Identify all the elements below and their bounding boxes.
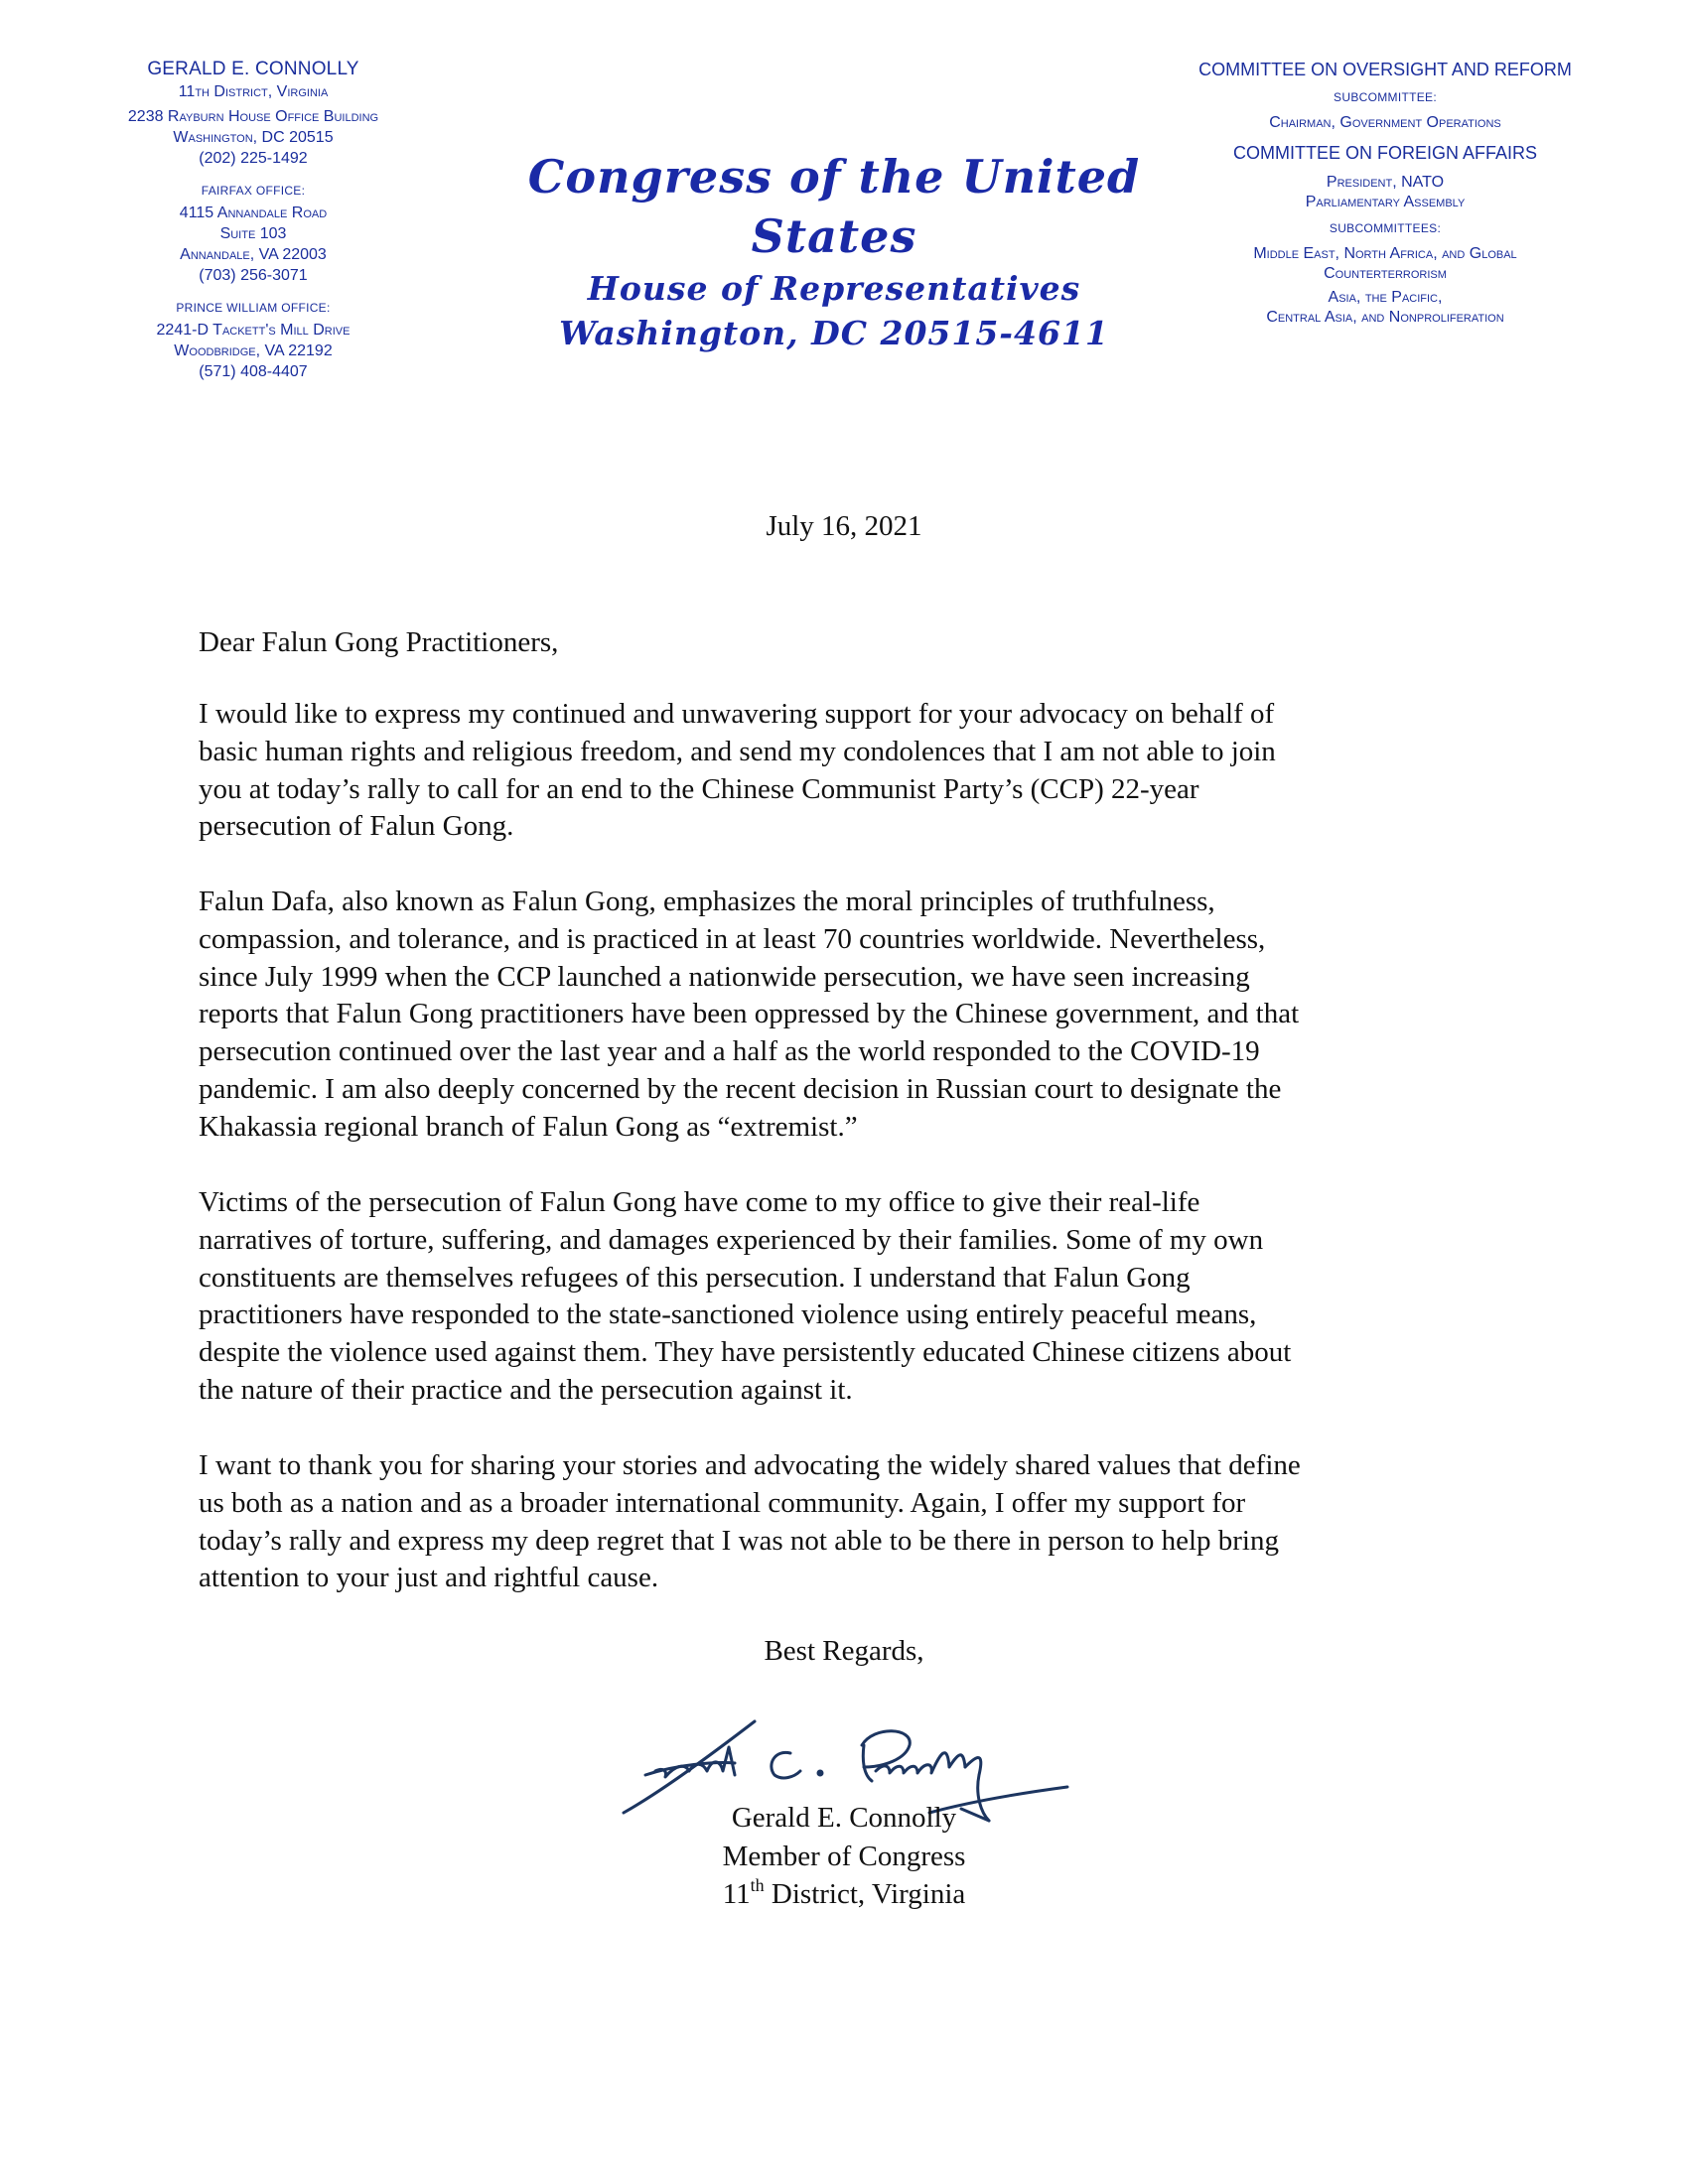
- signer-block: [0, 1799, 1688, 1914]
- paragraph-line: reports that Falun Gong practitioners have been oppressed by the Chinese government, and that: [199, 998, 1300, 1030]
- signer-district: [0, 1875, 1688, 1914]
- fairfax-office-address1: 4115 Annandale Road: [179, 205, 328, 221]
- paragraph-line: compassion, and tolerance, and is practiced in at least 70 countries worldwide. Nevertheless,: [199, 922, 1266, 955]
- subcommittee-asia-line1: Asia, the Pacific,: [1328, 289, 1443, 306]
- letterhead-center-title: [477, 147, 1192, 355]
- paragraph-line: Khakassia regional branch of Falun Gong as “extremist.”: [199, 1110, 858, 1143]
- dc-office-phone: (202) 225-1492: [199, 150, 308, 167]
- subcommittee-government-operations: Chairman, Government Operations: [1269, 114, 1501, 131]
- closing: Best Regards,: [764, 1635, 924, 1667]
- fairfax-office-address2: Suite 103: [219, 225, 287, 242]
- subcommittee-mena-line2: Counterterrorism: [1324, 265, 1447, 282]
- district-ordinal-suffix: th: [750, 1875, 765, 1895]
- paragraph-line: you at today’s rally to call for an end to the Chinese Communist Party’s (CCP) 22-year: [199, 772, 1199, 805]
- house-address: Washington, DC 20515-4611: [559, 314, 1109, 352]
- body-paragraph-3: [199, 1184, 1450, 1410]
- fairfax-office-label: FAIRFAX OFFICE:: [201, 184, 306, 198]
- paragraph-line: I want to thank you for sharing your stories and advocating the widely shared values that define: [199, 1449, 1301, 1481]
- paragraph-line: Victims of the persecution of Falun Gong have come to my office to give their real-life: [199, 1186, 1200, 1218]
- paragraph-line: attention to your just and rightful cause.: [199, 1562, 659, 1594]
- subcommittees-label: SUBCOMMITTEES:: [1329, 221, 1442, 235]
- paragraph-line: despite the violence used against them. They have persistently educated Chinese citizens about: [199, 1336, 1292, 1369]
- house-title: House of Representatives: [587, 269, 1081, 308]
- paragraph-line: basic human rights and religious freedom, and send my condolences that I am not able to join: [199, 735, 1276, 767]
- signer-title: Member of Congress: [722, 1840, 966, 1872]
- district-number: 11: [722, 1878, 751, 1910]
- member-district-header: 11th District, Virginia: [178, 83, 329, 100]
- congress-title: Congress of the United States: [527, 150, 1141, 263]
- fairfax-office-address3: Annandale, VA 22003: [180, 246, 327, 263]
- nato-role-line1: President, NATO: [1326, 174, 1445, 191]
- dc-office-address2: Washington, DC 20515: [173, 129, 334, 146]
- paragraph-line: Falun Dafa, also known as Falun Gong, emphasizes the moral principles of truthfulness,: [199, 886, 1215, 917]
- paragraph-line: today’s rally and express my deep regret that I was not able to be there in person to help bring: [199, 1524, 1279, 1557]
- prince-william-office-phone: (571) 408-4407: [199, 363, 308, 380]
- committee-foreign-affairs: COMMITTEE ON FOREIGN AFFAIRS: [1232, 143, 1538, 163]
- prince-william-office-address2: Woodbridge, VA 22192: [174, 342, 333, 359]
- salutation: Dear Falun Gong Practitioners,: [199, 626, 559, 658]
- member-name-header: GERALD E. CONNOLLY: [147, 59, 359, 79]
- committee-oversight: COMMITTEE ON OVERSIGHT AND REFORM: [1198, 60, 1572, 79]
- signer-name: Gerald E. Connolly: [731, 1802, 957, 1834]
- prince-william-office-address1: 2241-D Tackett's Mill Drive: [156, 322, 351, 339]
- body-paragraph-1: [199, 696, 1450, 846]
- letterhead-left-offices: [84, 58, 422, 382]
- prince-william-office-label: PRINCE WILLIAM OFFICE:: [176, 301, 331, 315]
- body-paragraph-2: [199, 884, 1450, 1147]
- dc-office-address1: 2238 Rayburn House Office Building: [127, 108, 379, 125]
- paragraph-line: since July 1999 when the CCP launched a nationwide persecution, we have seen increasing: [199, 960, 1250, 993]
- paragraph-line: persecution of Falun Gong.: [199, 810, 514, 843]
- paragraph-line: practitioners have responded to the state-sanctioned violence using entirely peaceful means,: [199, 1298, 1257, 1331]
- subcommittee-label: SUBCOMMITTEE:: [1334, 90, 1437, 104]
- district-rest: District, Virginia: [764, 1878, 966, 1910]
- paragraph-line: narratives of torture, suffering, and damages experienced by their families. Some of my own: [199, 1223, 1264, 1256]
- paragraph-line: persecution continued over the last year and a half as the world responded to the COVID-19: [199, 1035, 1260, 1068]
- subcommittee-asia-line2: Central Asia, and Nonproliferation: [1266, 309, 1504, 326]
- letterhead-right-committees: [1167, 58, 1604, 328]
- paragraph-line: the nature of their practice and the persecution against it.: [199, 1373, 853, 1406]
- paragraph-line: us both as a nation and as a broader international community. Again, I offer my support for: [199, 1486, 1246, 1519]
- body-paragraph-4: [199, 1447, 1450, 1597]
- fairfax-office-phone: (703) 256-3071: [199, 267, 308, 284]
- subcommittee-mena-line1: Middle East, North Africa, and Global: [1253, 245, 1517, 262]
- paragraph-line: pandemic. I am also deeply concerned by the recent decision in Russian court to designate the: [199, 1072, 1282, 1105]
- letter-date: July 16, 2021: [766, 510, 922, 542]
- paragraph-line: constituents are themselves refugees of this persecution. I understand that Falun Gong: [199, 1261, 1191, 1294]
- nato-role-line2: Parliamentary Assembly: [1305, 194, 1466, 210]
- paragraph-line: I would like to express my continued and unwavering support for your advocacy on behalf of: [199, 698, 1275, 730]
